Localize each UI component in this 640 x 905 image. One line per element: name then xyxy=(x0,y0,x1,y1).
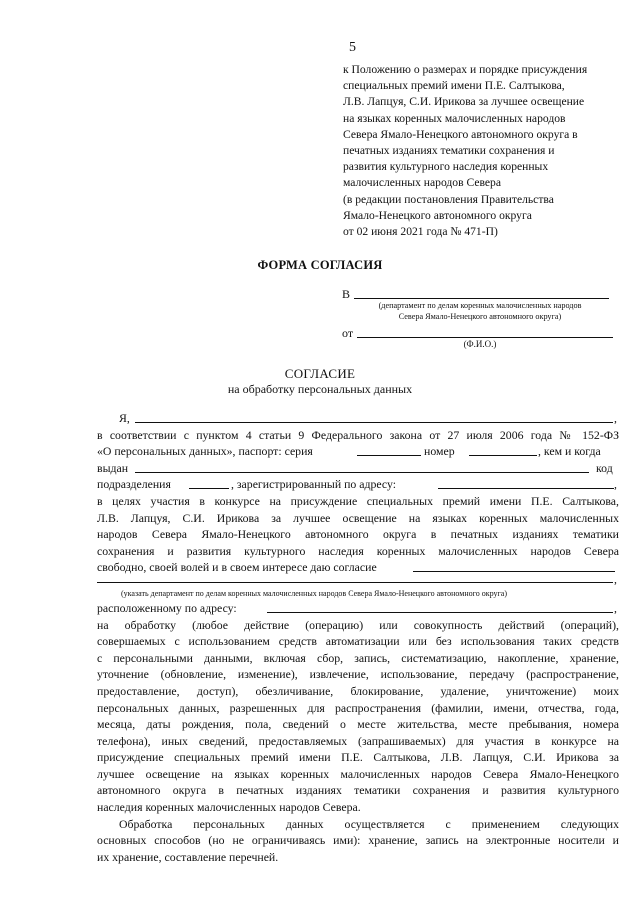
body-line: уточнение (обновление, изменение), извлечение, использование, передачу (распространение, xyxy=(97,667,619,682)
registered-address-field[interactable] xyxy=(438,488,614,489)
appendix-line: Л.В. Лапцуя, С.И. Ирикова за лучшее освещение xyxy=(343,95,585,109)
to-caption-line: Севера Ямало-Ненецкого автономного округа) xyxy=(398,312,562,321)
appendix-line: малочисленных народов Севера xyxy=(343,176,501,190)
issued-field[interactable] xyxy=(135,472,589,473)
dept-row: , xyxy=(97,576,619,588)
i-label: Я, xyxy=(119,411,130,425)
body-line: в соответствии с пунктом 4 статьи 9 Федерального закона от 27 июля 2006 года № 152-ФЗ xyxy=(97,427,619,442)
from-label: от xyxy=(342,326,354,340)
consent-recipient-field[interactable] xyxy=(413,571,615,572)
from-caption: (Ф.И.О.) xyxy=(463,339,497,349)
code-label: код xyxy=(596,460,613,475)
passport-row xyxy=(97,443,619,460)
to-label: В xyxy=(342,287,351,301)
body-line: сохранения и развития культурного наследия коренных малочисленных народов Севера xyxy=(97,543,619,558)
consent-row xyxy=(97,559,619,576)
department-address-field[interactable] xyxy=(267,612,613,613)
body-line: совершаемых с использованием средств автоматизации или без использования таких средств xyxy=(97,634,619,649)
appendix-line: печатных изданиях тематики сохранения и xyxy=(343,144,555,158)
passport-series-label: «О персональных данных», паспорт: серия xyxy=(97,444,313,459)
body-line: персональных данных, разрешенных для распространения (фамилии, имени, отчества, года, xyxy=(97,700,619,715)
appendix-line: (в редакции постановления Правительства xyxy=(343,192,554,206)
page-number: 5 xyxy=(349,40,356,55)
consent-body xyxy=(97,410,619,865)
passport-series-field[interactable] xyxy=(357,455,421,456)
consent-subtitle: на обработку персональных данных xyxy=(227,382,413,396)
body-line: основных способов (но не ограничиваясь ими): хранение, запись на электронные носители и xyxy=(97,833,619,848)
subdivision-label: подразделения xyxy=(97,477,171,492)
issued-row xyxy=(97,460,619,477)
body-line: Л.В. Лапцуя, С.И. Ирикова за лучшее освещение на языках коренных малочисленных xyxy=(97,510,619,525)
to-caption xyxy=(345,300,615,322)
from-name-field[interactable] xyxy=(357,337,613,338)
body-line: лучшее освещение на языках коренных малочисленных народов Севера Ямало-Ненецкого xyxy=(97,766,619,781)
to-department-field[interactable] xyxy=(354,298,609,299)
body-line: предоставление, доступ), обезличивание, блокирование, удаление, уничтожение) моих xyxy=(97,683,619,698)
body-line: наследия коренных малочисленных народов Севера. xyxy=(97,800,361,815)
appendix-line: Севера Ямало-Ненецкого автономного округа в xyxy=(343,127,578,141)
body-line: Обработка персональных данных осуществляется с применением следующих xyxy=(119,816,619,831)
passport-number-label: номер xyxy=(424,444,455,459)
form-title: ФОРМА СОГЛАСИЯ xyxy=(257,258,383,272)
body-line: их хранение, составление перечней. xyxy=(97,849,279,864)
consent-title: СОГЛАСИЕ xyxy=(284,366,356,381)
body-line: в целях участия в конкурсе на присуждение специальных премий имени П.Е. Салтыкова, xyxy=(97,493,619,508)
appendix-line: развития культурного наследия коренных xyxy=(343,160,549,174)
issued-label: выдан xyxy=(97,460,129,475)
appendix-reference xyxy=(343,62,633,240)
department-caption: (указать департамент по делам коренных малочисленных народов Севера Ямало-Ненецкого автономного округа) xyxy=(121,588,507,598)
body-line: месяца, даты рождения, пола, сведений о месте жительства, месте пребывания, номера xyxy=(97,717,619,732)
body-line: автономного округа в печатных изданиях тематики сохранения и развития культурного xyxy=(97,783,619,798)
appendix-line: специальных премий имени П.Е. Салтыкова, xyxy=(343,79,565,93)
appendix-line: к Положению о размерах и порядке присуждения xyxy=(343,63,588,76)
body-line: на обработку (любое действие (операцию) или совокупность действий (операций), xyxy=(97,617,619,632)
department-field[interactable] xyxy=(97,582,613,583)
subdivision-row: подразделения , зарегистрированный по адресу: , xyxy=(97,477,617,492)
location-label: расположенному по адресу: xyxy=(97,600,237,615)
issued-by-label: , кем и когда xyxy=(538,444,601,459)
body-line: народов Севера Ямало-Ненецкого автономного округа в печатных изданиях тематики xyxy=(97,527,619,542)
consent-label: свободно, своей волей и в своем интересе даю согласие xyxy=(97,560,377,575)
appendix-line: на языках коренных малочисленных народов xyxy=(343,111,566,125)
location-row: расположенному по адресу: , xyxy=(97,600,617,615)
body-line: телефона), иных сведений, предоставляемых (запрашиваемых) для участия в конкурсе на xyxy=(97,733,619,748)
appendix-line: Ямало-Ненецкого автономного округа xyxy=(343,208,532,222)
body-line: присуждение специальных премий имени П.Е. Салтыкова, Л.В. Лапцуя, С.И. Ирикова за xyxy=(97,750,619,765)
to-caption-line: (департамент по делам коренных малочисленных народов xyxy=(378,301,582,310)
address-label: , зарегистрированный по адресу: xyxy=(231,477,397,492)
body-line: с персональными данными, включая сбор, запись, систематизацию, накопление, хранение, xyxy=(97,650,619,665)
subdivision-code-field[interactable] xyxy=(189,488,229,489)
passport-number-field[interactable] xyxy=(469,455,537,456)
full-name-field[interactable] xyxy=(135,422,613,423)
appendix-line: от 02 июня 2021 года № 471-П) xyxy=(343,225,498,239)
name-row: Я, , xyxy=(119,411,617,425)
